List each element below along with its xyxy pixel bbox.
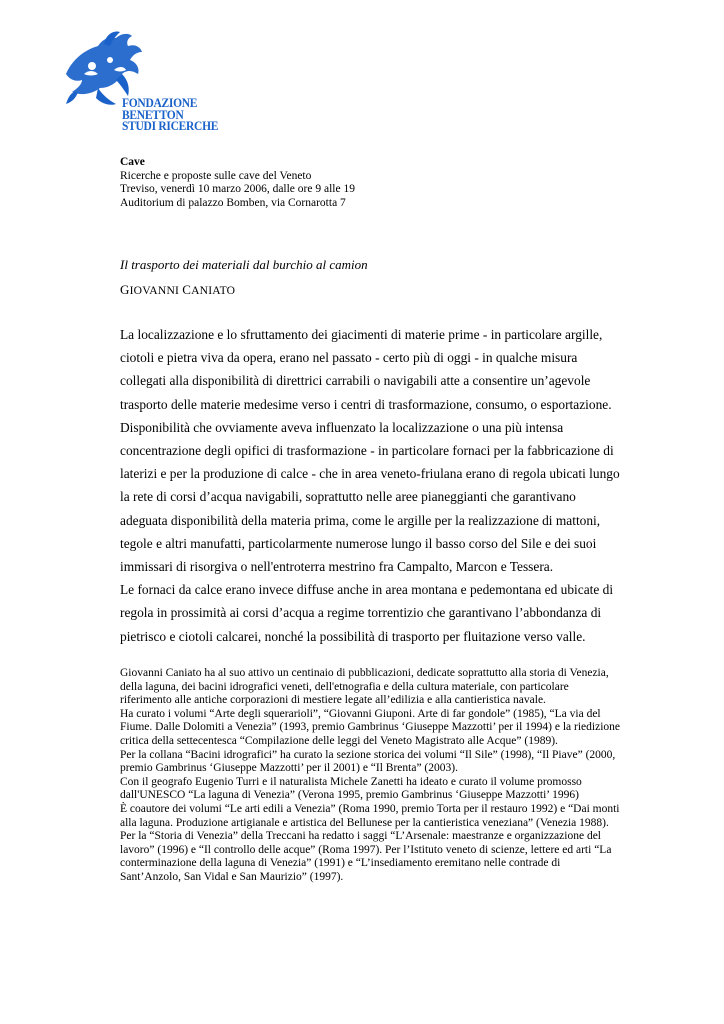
author-bio [120,667,620,885]
event-location: Auditorium di palazzo Bomben, via Cornarotta 7 [120,196,346,209]
body-paragraph: La localizzazione e lo sfruttamento dei giacimenti di materie prime - in particolare argille, ciotoli e pietra viva da opera, erano nel passato - certo più di oggi - in qualche misura collegati alla disponibilità di direttrici carrabili o navigabili atte a consentire un’agevole trasporto delle materie medesime verso i centri di trasformazione, consumo, o esportazione. [120,327,612,412]
bio-paragraph: Per la “Storia di Venezia” della Treccani ha redatto i saggi “L’Arsenale: maestranze e organizzazione del lavoro” (1996) e “Il controllo delle acque” (Roma 1997). Per l’Istituto veneto di scienze, lettere ed arti “La conterminazione della laguna di Venezia” (1991) e “L’insediamento eremitano nelle contrade di Sant’Anzolo, San Vidal e San Maurizio” (1997). [120,830,612,883]
bio-paragraph: È coautore dei volumi “Le arti edili a Venezia” (Roma 1990, premio Torta per il restauro 1992) e “Dai monti alla laguna. Produzione artigianale e artistica del Bellunese per la cantieristica veneziana” (Venezia 1988). [120,802,620,829]
abstract-body [120,323,620,648]
event-subtitle: Ricerche e proposte sulle cave del Veneto [120,169,312,182]
foundation-logo [58,30,218,134]
author-first-rest: IOVANNI [129,284,180,297]
talk-author [120,282,235,298]
body-paragraph: Le fornaci da calce erano invece diffuse anche in area montana e pedemontana ed ubicate di regola in prossimità ai corsi d’acqua a regime torrentizio che garantivano l’abbondanza di pietrisco e ciotoli calcarei, nonché la possibilità di trasporto per fluitazione verso valle. [120,582,614,644]
body-paragraph: Disponibilità che ovviamente aveva influenzato la localizzazione o una più intensa concentrazione degli opifici di trasformazione - in particolare fornaci per la fabbricazione di laterizi e per la produzione di calce - che in area veneto-friulana erano di regola ubicati lungo la rete di corsi d’acqua navigabili, soprattutto nelle aree pianeggianti che garantivano adeguata disponibilità della materia prima, come le argille per la realizzazione di mattoni, tegole e altri manufatti, particolarmente numerose lungo il basso corso del Sile e dei suoi immissari di risorgiva o nell'entroterra mestrino fra Campalto, Marcon e Tessera. [120,419,620,575]
event-header [120,156,355,210]
logo-wordmark [122,98,218,133]
event-date: Treviso, venerdì 10 marzo 2006, dalle ore 9 alle 19 [120,183,355,196]
logo-line: STUDI RICERCHE [122,119,219,133]
bio-paragraph: Per la collana “Bacini idrografici” ha curato la sezione storica dei volumi “Il Sile” (1998), “Il Piave” (2000, premio Gambrinus ‘Giuseppe Mazzotti’ per il 2001) e “Il Brenta” (2003). [120,748,616,775]
author-initial: C [182,282,192,297]
author-last-rest: ANIATO [191,284,236,297]
bio-paragraph: Con il geografo Eugenio Turri e il naturalista Michele Zanetti ha ideato e curato il volume promosso dall'UNESCO “La laguna di Venezia” (Verona 1995, premio Gambrinus ‘Giuseppe Mazzotti’ 1996) [120,775,582,802]
logo-line: FONDAZIONE [122,96,198,110]
talk-title: Il trasporto dei materiali dal burchio al camion [120,257,368,272]
bio-paragraph: Ha curato i volumi “Arte degli squerarioli”, “Giovanni Giuponi. Arte di far gondole” (1985), “La via del Fiume. Dalle Dolomiti a Venezia” (1993, premio Gambrinus ‘Giuseppe Mazzotti’ per il 1994) e la riedizione critica della settecentesca “Compilazione delle leggi del Veneto Magistrato alle Acque” (1989). [120,707,620,747]
event-title: Cave [120,156,145,168]
author-initial: G [120,282,130,297]
bio-paragraph: Giovanni Caniato ha al suo attivo un centinaio di pubblicazioni, dedicate soprattutto alla storia di Venezia, della laguna, dei bacini idrografici veneti, dell'etnografia e della cultura materiale, con particolare riferimento alle antiche corporazioni di mestiere legate all’edilizia e alla cantieristica navale. [120,667,609,707]
logo-line: BENETTON [122,107,184,122]
